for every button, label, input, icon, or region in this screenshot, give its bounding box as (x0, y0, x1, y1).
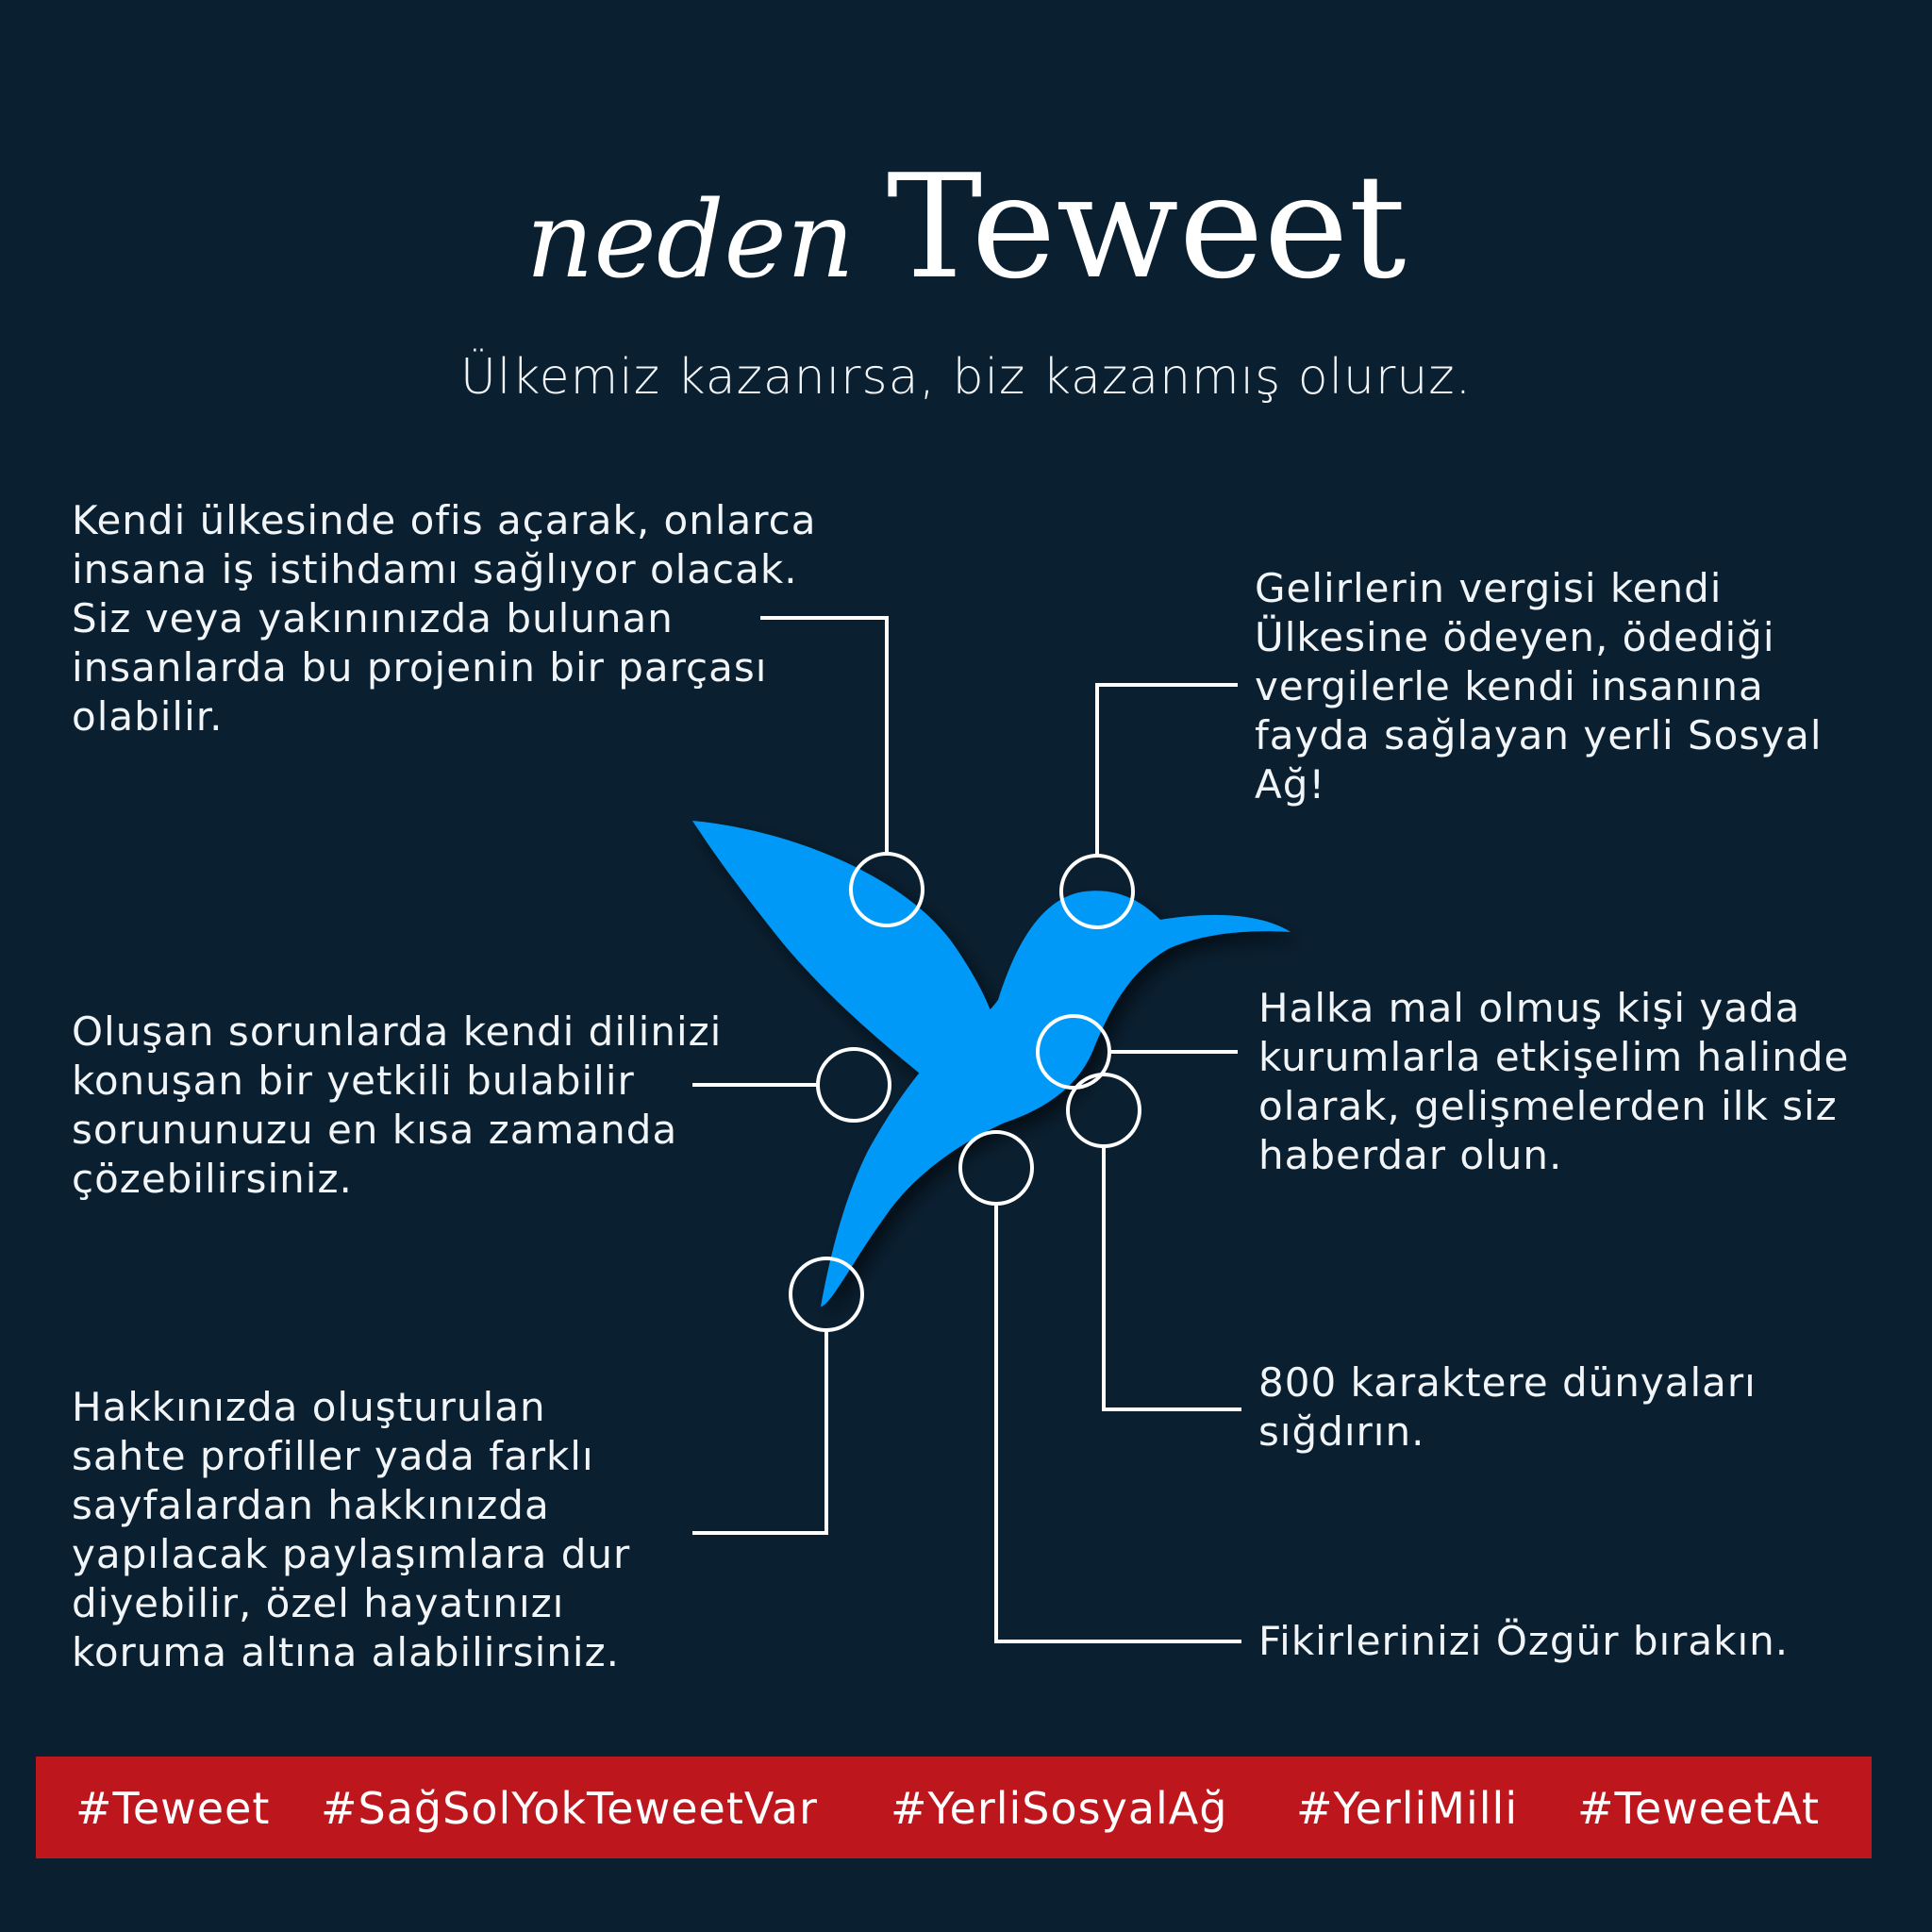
feature-line: sahte profiller yada farklı (72, 1433, 594, 1479)
feature-right-middle (1258, 984, 1849, 1180)
feature-line: koruma altına alabilirsiniz. (72, 1629, 620, 1675)
title-word-teweet: Teweet (886, 143, 1407, 310)
feature-line: sayfalardan hakkınızda (72, 1482, 550, 1528)
feature-right-lower (1258, 1358, 1757, 1457)
feature-line: 800 karaktere dünyaları (1258, 1359, 1757, 1406)
feature-line: fayda sağlayan yerli Sosyal (1255, 712, 1823, 758)
feature-line: vergilerle kendi insanına (1255, 663, 1764, 709)
feature-line: Siz veya yakınınızda bulunan (72, 595, 674, 641)
hummingbird-logo-icon (692, 821, 1291, 1307)
feature-line: konuşan bir yetkili bulabilir (72, 1058, 635, 1104)
feature-line: olarak, gelişmelerden ilk siz (1258, 1083, 1838, 1129)
title-word-neden: neden (525, 179, 855, 302)
feature-line: Halka mal olmuş kişi yada (1258, 985, 1801, 1031)
hashtag-sagsolyokteweetvar[interactable]: #SağSolYokTeweetVar (321, 1783, 818, 1834)
feature-line: sorununuzu en kısa zamanda (72, 1107, 678, 1153)
feature-left-top (72, 496, 816, 741)
callout-ring-right-bottom (960, 1132, 1032, 1204)
hashtag-teweet[interactable]: #Teweet (75, 1783, 271, 1834)
feature-line: Gelirlerin vergisi kendi (1255, 565, 1723, 611)
hashtag-yerlimilli[interactable]: #YerliMilli (1296, 1783, 1519, 1834)
feature-line: insana iş istihdamı sağlıyor olacak. (72, 546, 798, 592)
page-title (0, 143, 1932, 310)
hashtag-teweetat[interactable]: #TeweetAt (1577, 1783, 1821, 1834)
feature-line: çözebilirsiniz. (72, 1156, 353, 1202)
feature-line: yapılacak paylaşımlara dur (72, 1531, 631, 1577)
feature-line: Ülkesine ödeyen, ödediği (1255, 614, 1775, 660)
feature-line: Hakkınızda oluşturulan (72, 1384, 546, 1430)
callout-ring-right-lower (1068, 1074, 1140, 1146)
hashtag-yerlisosyalag[interactable]: #YerliSosyalAğ (891, 1783, 1228, 1834)
feature-line: Ağ! (1255, 761, 1326, 808)
feature-line: olabilir. (72, 693, 224, 740)
feature-line: Oluşan sorunlarda kendi dilinizi (72, 1008, 723, 1055)
feature-line: Kendi ülkesinde ofis açarak, onlarca (72, 497, 817, 543)
feature-line: sığdırın. (1258, 1408, 1425, 1455)
hashtag-bar (36, 1757, 1872, 1858)
feature-line: Fikirlerinizi Özgür bırakın. (1258, 1618, 1790, 1664)
feature-line: kurumlarla etkişelim halinde (1258, 1034, 1850, 1080)
feature-line: haberdar olun. (1258, 1132, 1563, 1178)
feature-left-bottom (72, 1383, 630, 1677)
feature-left-middle (72, 1008, 722, 1204)
feature-line: insanlarda bu projenin bir parçası (72, 644, 768, 691)
feature-right-top (1255, 564, 1823, 809)
feature-right-bottom (1258, 1617, 1789, 1666)
feature-line: diyebilir, özel hayatınızı (72, 1580, 565, 1626)
callout-ring-left-middle (818, 1049, 890, 1121)
subtitle: Ülkemiz kazanırsa, biz kazanmış oluruz. (459, 349, 1473, 406)
